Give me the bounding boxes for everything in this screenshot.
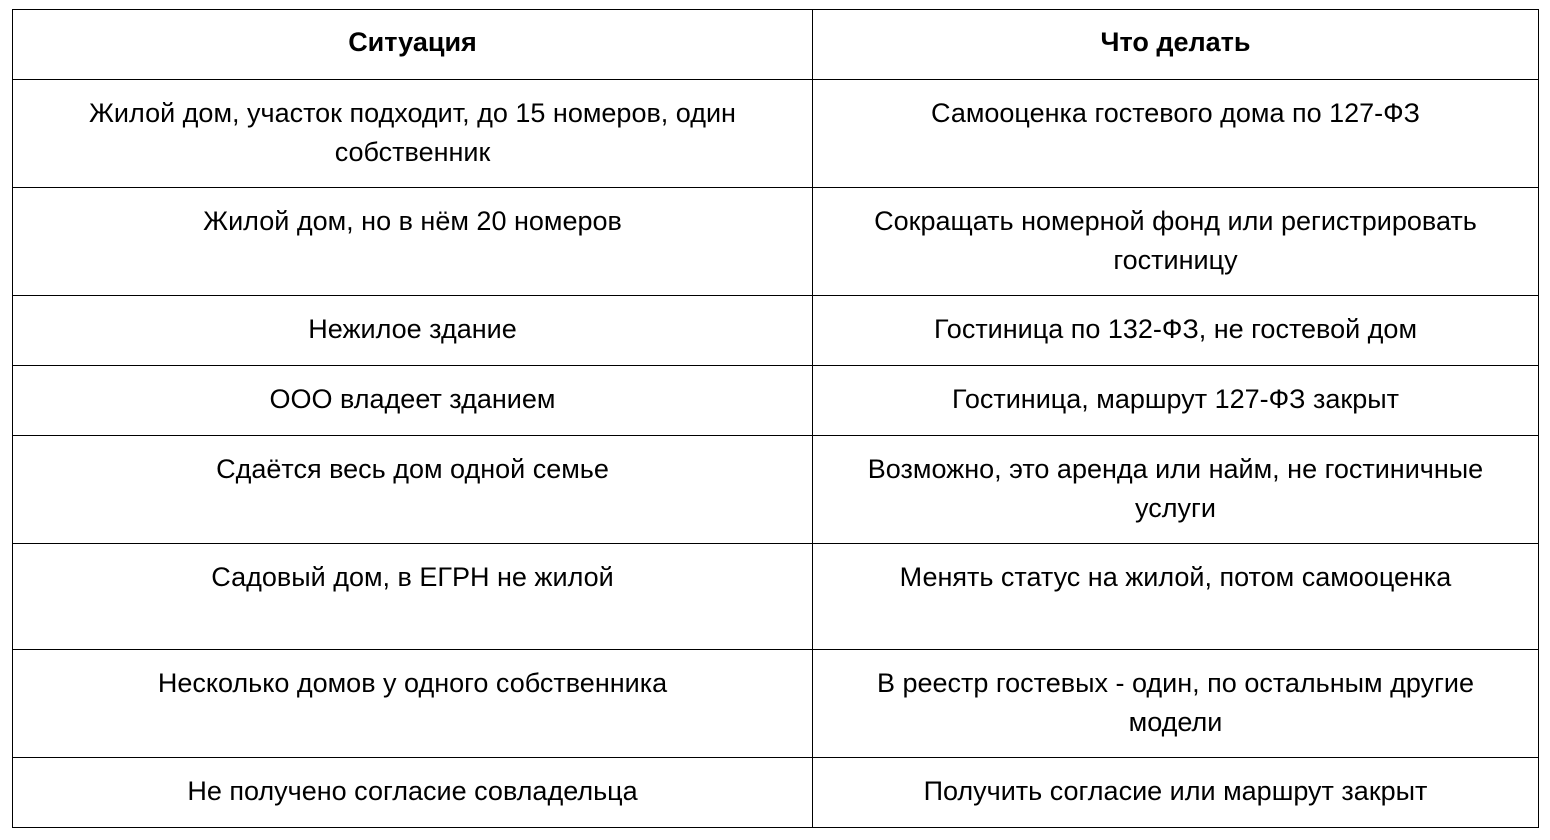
action-cell: Возможно, это аренда или найм, не гостиничные услуги: [813, 436, 1539, 544]
action-cell: Получить согласие или маршрут закрыт: [813, 758, 1539, 828]
table-row: [13, 544, 1539, 650]
situation-cell: ООО владеет зданием: [13, 366, 813, 436]
situation-cell: Садовый дом, в ЕГРН не жилой: [13, 544, 813, 650]
header-action: Что делать: [813, 10, 1539, 80]
action-cell: Самооценка гостевого дома по 127-ФЗ: [813, 80, 1539, 188]
situation-cell: Несколько домов у одного собственника: [13, 650, 813, 758]
table-row: [13, 80, 1539, 188]
header-situation: Ситуация: [13, 10, 813, 80]
situation-cell: Сдаётся весь дом одной семье: [13, 436, 813, 544]
table-row: [13, 188, 1539, 296]
situations-table: [12, 9, 1539, 828]
header-row: [13, 10, 1539, 80]
situation-cell: Жилой дом, но в нём 20 номеров: [13, 188, 813, 296]
table-row: [13, 296, 1539, 366]
action-cell: В реестр гостевых - один, по остальным другие модели: [813, 650, 1539, 758]
action-cell: Сокращать номерной фонд или регистрировать гостиницу: [813, 188, 1539, 296]
action-cell: Менять статус на жилой, потом самооценка: [813, 544, 1539, 650]
situation-cell: Не получено согласие совладельца: [13, 758, 813, 828]
situation-cell: Жилой дом, участок подходит, до 15 номеров, один собственник: [13, 80, 813, 188]
table-row: [13, 650, 1539, 758]
table-row: [13, 436, 1539, 544]
situation-cell: Нежилое здание: [13, 296, 813, 366]
table-row: [13, 366, 1539, 436]
action-cell: Гостиница по 132-ФЗ, не гостевой дом: [813, 296, 1539, 366]
table-row: [13, 758, 1539, 828]
action-cell: Гостиница, маршрут 127-ФЗ закрыт: [813, 366, 1539, 436]
